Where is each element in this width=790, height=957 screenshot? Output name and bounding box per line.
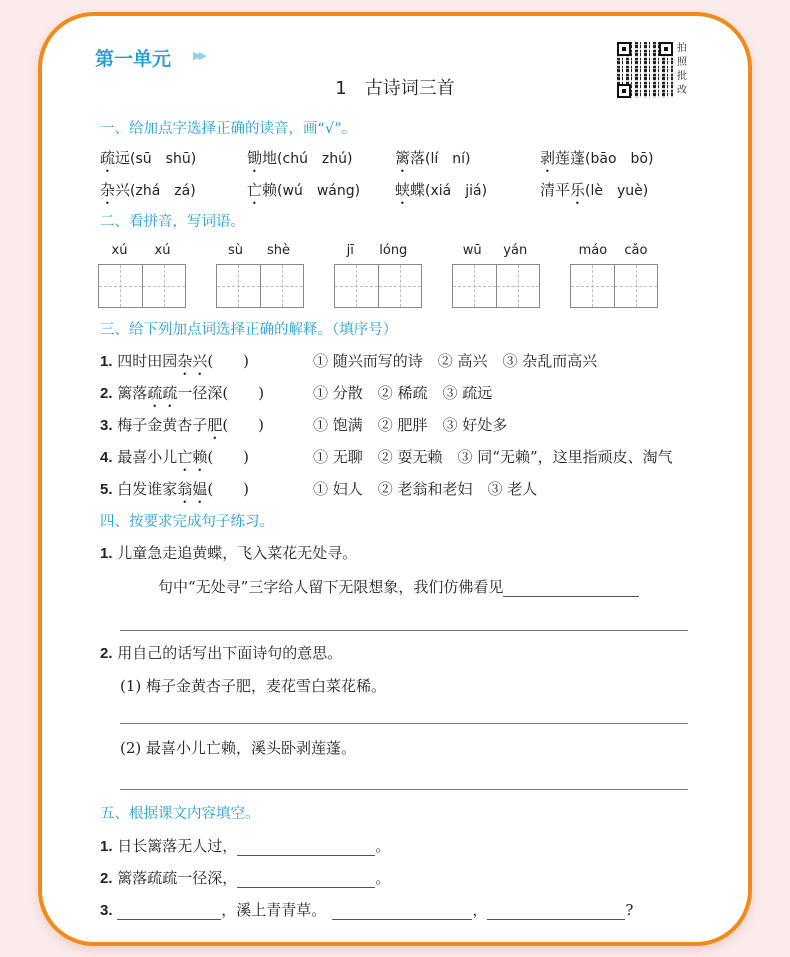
reading-item <box>100 147 196 176</box>
q4-2-sub1: (1) 梅子金黄杏子肥，麦花雪白菜花稀。 <box>120 677 387 695</box>
meaning-options: ① 分散 ② 稀疏 ③ 疏远 <box>313 384 493 402</box>
writing-grid[interactable] <box>98 264 186 308</box>
grid-cell[interactable] <box>99 265 143 307</box>
meaning-options: ① 无聊 ② 耍无赖 ③ 同“无赖”，这里指顽皮、淘气 <box>313 448 673 466</box>
answer-line[interactable] <box>120 723 688 724</box>
q-text: 篱落疏疏一径深， <box>117 869 238 887</box>
pinyin-options[interactable]: (zhá zá) <box>130 183 196 199</box>
grid-cell[interactable] <box>217 265 261 307</box>
pinyin-options[interactable]: (bāo bō) <box>585 151 654 167</box>
q-text: 用自己的话写出下面诗句的意思。 <box>117 644 343 662</box>
pinyin-options[interactable]: (sū shū) <box>130 151 197 167</box>
lesson-number: 1 <box>335 78 347 99</box>
section3-heading: 三、给下列加点词选择正确的解释。（填序号） <box>100 322 398 338</box>
dotted-char: 锄 <box>247 149 263 167</box>
grid-cell[interactable] <box>379 265 422 307</box>
q-number: 1. <box>100 545 113 562</box>
q-number: 2. <box>100 385 113 402</box>
dotted-char: 杂 <box>100 181 116 199</box>
q-text: 一径深 <box>177 384 223 402</box>
q-number: 3. <box>100 417 113 434</box>
q-text: 白发谁家 <box>117 480 178 498</box>
lesson-title <box>0 74 790 100</box>
section1-heading: 一、给加点字选择正确的读音，画“√”。 <box>100 121 357 137</box>
pinyin-label <box>98 243 184 258</box>
q-text: ，溪上青青草。 <box>221 901 327 919</box>
reading-item <box>540 179 648 208</box>
q-prompt: 句中“无处寻”三字给人留下无限想象，我们仿佛看见 <box>158 578 504 596</box>
punct: 。 <box>375 837 391 855</box>
pinyin-label <box>216 243 302 258</box>
reading-item <box>100 179 196 208</box>
pinyin-syllable: shè <box>266 243 290 258</box>
writing-grid[interactable] <box>452 264 540 308</box>
dotted-word: 翁媪 <box>177 480 208 498</box>
word-part: 清平 <box>540 181 571 199</box>
pinyin-label <box>334 243 420 258</box>
grid-cell[interactable] <box>615 265 658 307</box>
word-part: 地 <box>262 149 278 167</box>
meaning-item <box>100 350 249 379</box>
dotted-word: 杂兴 <box>177 352 208 370</box>
grid-cell[interactable] <box>497 265 540 307</box>
q-number: 2. <box>100 870 113 887</box>
answer-paren[interactable]: ( ) <box>222 384 265 402</box>
q-number: 2. <box>100 645 113 662</box>
answer-line[interactable] <box>120 630 688 631</box>
answer-blank[interactable] <box>332 903 472 920</box>
pinyin-options[interactable]: (xiá jiá) <box>425 183 488 199</box>
q-text: 四时田园 <box>117 352 178 370</box>
meaning-item <box>100 446 249 475</box>
q-number: 1. <box>100 353 113 370</box>
double-arrow-icon: ▶▶ <box>193 49 204 62</box>
q4-2-sub2: (2) 最喜小儿亡赖，溪头卧剥莲蓬。 <box>120 739 357 757</box>
fill-item-2 <box>100 867 390 888</box>
grid-cell[interactable] <box>453 265 497 307</box>
q-number: 4. <box>100 449 113 466</box>
answer-blank[interactable] <box>237 839 375 856</box>
answer-blank[interactable] <box>503 580 639 597</box>
dotted-char: 亡 <box>247 181 263 199</box>
qr-caption: 拍照批改 <box>677 43 687 96</box>
reading-item <box>247 147 353 176</box>
dotted-char: 剥 <box>540 149 556 167</box>
section2-heading: 二、看拼音，写词语。 <box>100 214 245 230</box>
pinyin-syllable: jī <box>346 243 354 258</box>
pinyin-options[interactable]: (lè yuè) <box>585 183 649 199</box>
q-number: 3. <box>100 902 113 919</box>
dotted-char: 乐 <box>570 181 586 199</box>
writing-grid[interactable] <box>334 264 422 308</box>
section5-heading: 五、根据课文内容填空。 <box>100 806 260 822</box>
answer-line[interactable] <box>120 789 688 790</box>
pinyin-syllable: xú <box>111 243 128 258</box>
word-part: 蝶 <box>410 181 426 199</box>
pinyin-syllable: sù <box>227 243 243 258</box>
word-part: 远 <box>115 149 131 167</box>
grid-cell[interactable] <box>143 265 186 307</box>
dotted-char: 蛱 <box>395 181 411 199</box>
meaning-item <box>100 478 249 507</box>
unit-label: 第一单元 <box>95 48 172 70</box>
answer-blank[interactable] <box>237 871 375 888</box>
fill-item-1 <box>100 835 390 856</box>
meaning-item <box>100 382 264 411</box>
pinyin-label <box>452 243 538 258</box>
pinyin-syllable: lóng <box>379 243 408 258</box>
reading-item <box>395 147 471 176</box>
meaning-options: ① 随兴而写的诗 ② 高兴 ③ 杂乱而高兴 <box>313 352 598 370</box>
meaning-options: ① 饱满 ② 肥胖 ③ 好处多 <box>313 416 508 434</box>
answer-paren[interactable]: ( ) <box>207 448 250 466</box>
word-part: 兴 <box>115 181 131 199</box>
writing-grid[interactable] <box>216 264 304 308</box>
q-text: 梅子金黄杏子 <box>117 416 208 434</box>
q-text: 最喜小儿 <box>117 448 178 466</box>
punct: ， <box>472 901 488 919</box>
q4-1 <box>100 542 357 563</box>
grid-cell[interactable] <box>335 265 379 307</box>
pinyin-syllable: yán <box>503 243 528 258</box>
reading-item <box>540 147 653 176</box>
reading-item <box>395 179 487 208</box>
answer-paren[interactable]: ( ) <box>207 352 250 370</box>
q-number: 5. <box>100 481 113 498</box>
dotted-char: 疏 <box>100 149 116 167</box>
dotted-word: 亡赖 <box>177 448 208 466</box>
q-number: 1. <box>100 838 113 855</box>
grid-cell[interactable] <box>571 265 615 307</box>
dotted-word: 肥 <box>207 416 223 434</box>
word-part: 莲蓬 <box>555 149 586 167</box>
fill-item-3 <box>100 899 633 920</box>
meaning-item <box>100 414 264 443</box>
word-part: 赖 <box>262 181 278 199</box>
word-part: 落 <box>410 149 426 167</box>
q-text: 篱落 <box>117 384 148 402</box>
dotted-char: 篱 <box>395 149 411 167</box>
punct: ? <box>625 901 634 919</box>
section4-heading: 四、按要求完成句子练习。 <box>100 514 274 530</box>
pinyin-syllable: máo <box>578 243 608 258</box>
reading-item <box>247 179 360 208</box>
answer-paren[interactable]: ( ) <box>207 480 250 498</box>
q-text: 儿童急走追黄蝶，飞入菜花无处寻。 <box>117 544 358 562</box>
meaning-options: ① 妇人 ② 老翁和老妇 ③ 老人 <box>313 480 538 498</box>
answer-blank[interactable] <box>117 903 221 920</box>
lesson-name: 古诗词三首 <box>364 78 455 99</box>
answer-paren[interactable]: ( ) <box>222 416 265 434</box>
dotted-word: 疏疏 <box>147 384 178 402</box>
pinyin-options[interactable]: (chú zhú) <box>277 151 353 167</box>
pinyin-options[interactable]: (wú wáng) <box>277 183 361 199</box>
grid-cell[interactable] <box>261 265 304 307</box>
q-text: 日长篱落无人过， <box>117 837 238 855</box>
answer-blank[interactable] <box>487 903 625 920</box>
pinyin-syllable: cǎo <box>624 243 648 258</box>
writing-grid[interactable] <box>570 264 658 308</box>
q4-1-prompt <box>158 576 639 597</box>
q4-2 <box>100 642 342 663</box>
pinyin-syllable: xú <box>154 243 171 258</box>
pinyin-label <box>570 243 656 258</box>
punct: 。 <box>375 869 391 887</box>
pinyin-options[interactable]: (lí ní) <box>425 151 471 167</box>
pinyin-syllable: wū <box>462 243 482 258</box>
